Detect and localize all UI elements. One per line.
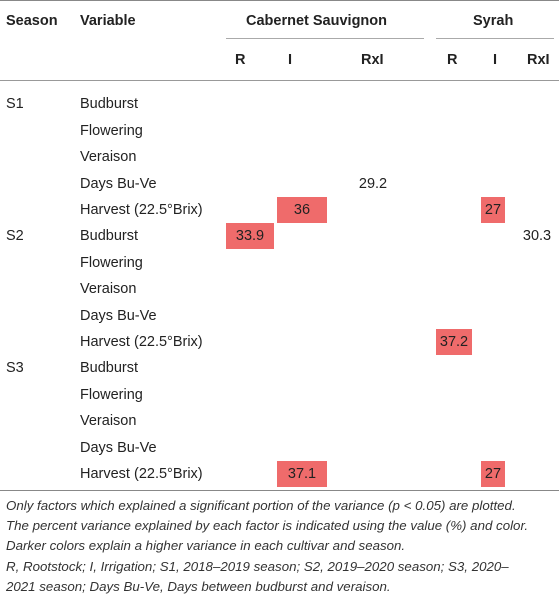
season-label: S1: [6, 96, 24, 112]
cabernet-group-rule: [226, 38, 424, 39]
table-bottom-rule: [0, 490, 559, 491]
variable-label: Veraison: [80, 413, 137, 429]
footnote-line: 2021 season; Days Bu-Ve, Days between budburst and veraison.: [6, 579, 391, 594]
variable-label: Harvest (22.5°Brix): [80, 202, 203, 218]
variable-label: Veraison: [80, 149, 137, 165]
value-cabernet-i: 37.1: [277, 461, 327, 487]
subheader-syrah-i: I: [493, 52, 498, 68]
footnote-line: Darker colors explain a higher variance in each cultivar and season.: [6, 538, 406, 553]
header-syrah: Syrah: [473, 13, 514, 29]
value-syrah-i: 27: [481, 197, 505, 223]
value-cabernet-i: 36: [277, 197, 327, 223]
header-cabernet-sauvignon: Cabernet Sauvignon: [246, 13, 387, 29]
variable-label: Budburst: [80, 360, 139, 376]
season-label: S3: [6, 360, 24, 376]
subheader-syrah-r: R: [447, 52, 458, 68]
subheader-syrah-rxi: RxI: [527, 52, 550, 68]
value-syrah-r: 37.2: [436, 329, 472, 355]
season-label: S2: [6, 228, 24, 244]
variable-label: Days Bu-Ve: [80, 176, 157, 192]
variable-label: Harvest (22.5°Brix): [80, 466, 203, 482]
footnote-line: Only factors which explained a significant portion of the variance (p < 0.05) are plotted.: [6, 498, 516, 513]
value-cabernet-r: 33.9: [226, 223, 274, 249]
subheader-cabernet-r: R: [235, 52, 246, 68]
variable-label: Veraison: [80, 281, 137, 297]
table-top-rule: [0, 0, 559, 1]
value-cabernet-rxi: 29.2: [358, 176, 388, 192]
variable-label: Flowering: [80, 255, 143, 271]
variable-label: Days Bu-Ve: [80, 308, 157, 324]
variable-label: Days Bu-Ve: [80, 440, 157, 456]
variable-label: Flowering: [80, 123, 143, 139]
header-variable: Variable: [80, 13, 136, 29]
syrah-group-rule: [436, 38, 554, 39]
subheader-cabernet-rxi: RxI: [361, 52, 384, 68]
footnote-line: The percent variance explained by each factor is indicated using the value (%) and color.: [6, 518, 529, 533]
subheader-cabernet-i: I: [288, 52, 293, 68]
variable-label: Budburst: [80, 228, 139, 244]
header-bottom-rule: [0, 80, 559, 81]
header-season: Season: [6, 13, 58, 29]
value-syrah-rxi: 30.3: [522, 228, 552, 244]
variable-label: Harvest (22.5°Brix): [80, 334, 203, 350]
variable-label: Budburst: [80, 96, 139, 112]
value-syrah-i: 27: [481, 461, 505, 487]
variable-label: Flowering: [80, 387, 143, 403]
footnote-line: R, Rootstock; I, Irrigation; S1, 2018–2019 season; S2, 2019–2020 season; S3, 2020–: [6, 559, 509, 574]
